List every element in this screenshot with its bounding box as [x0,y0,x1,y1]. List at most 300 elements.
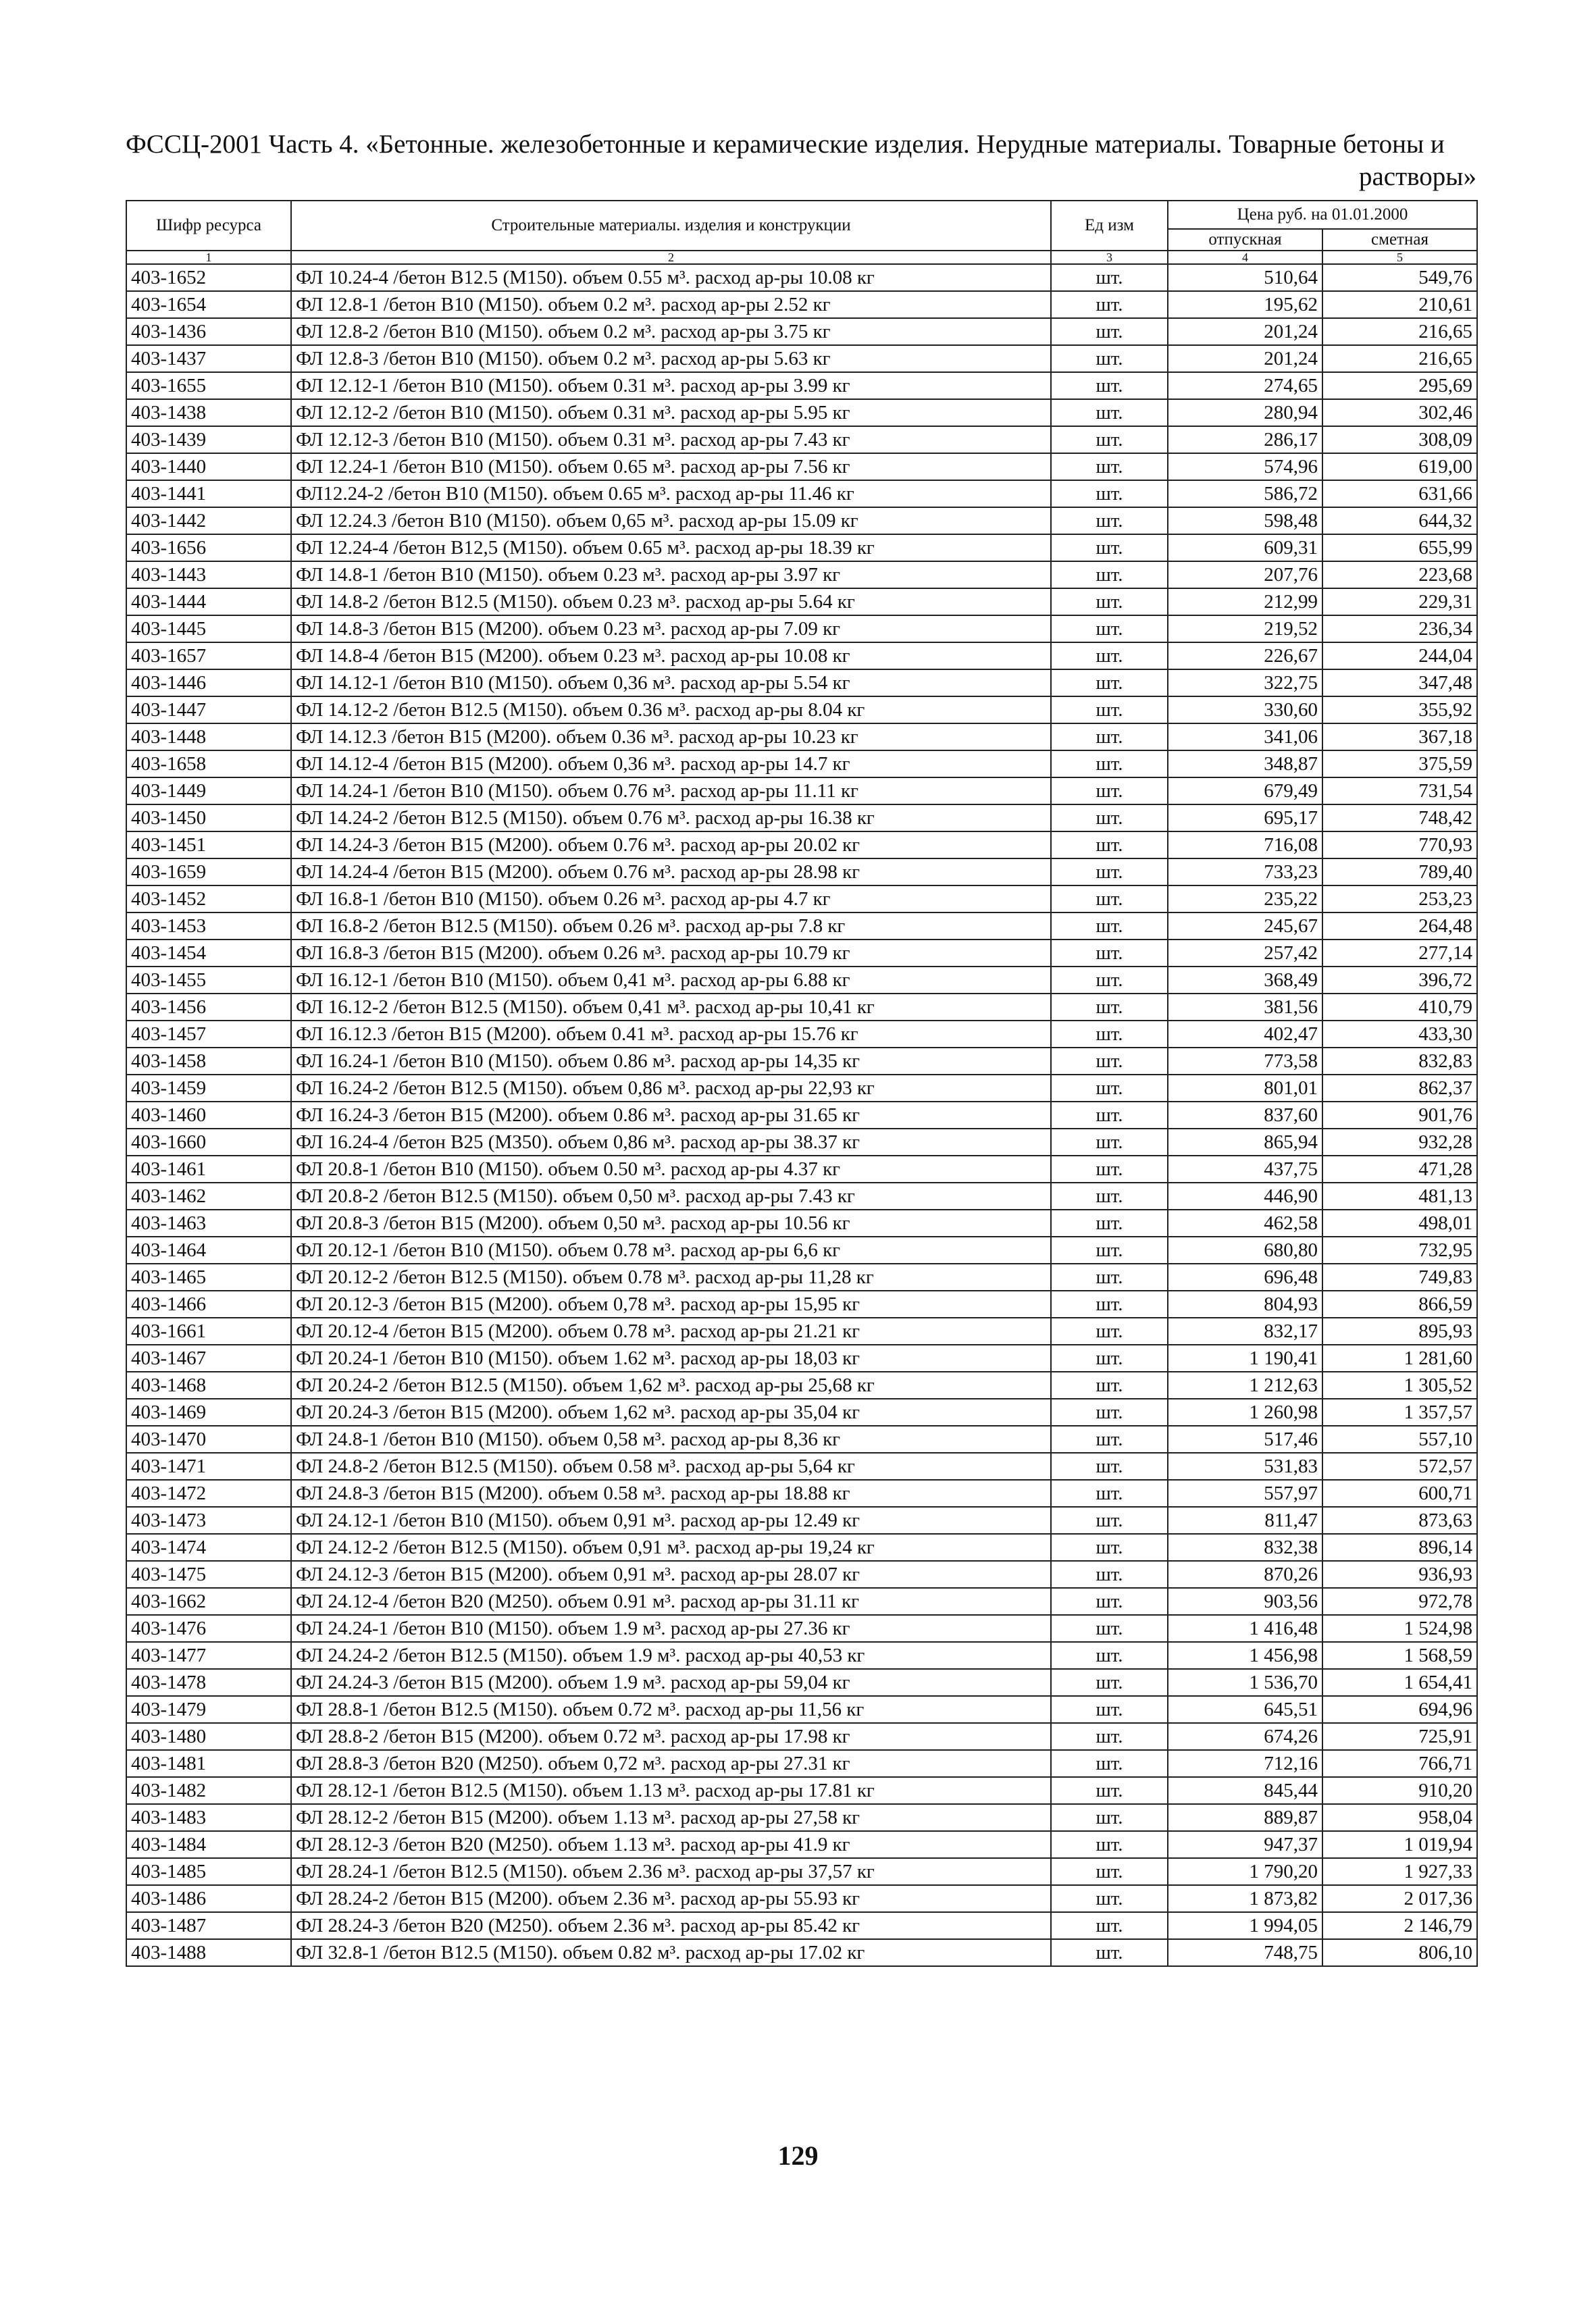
estimate-price-cell: 498,01 [1322,1210,1477,1237]
resource-code-cell: 403-1473 [126,1507,291,1534]
resource-code-cell: 403-1657 [126,642,291,669]
resource-code-cell: 403-1468 [126,1372,291,1399]
estimate-price-cell: 308,09 [1322,426,1477,453]
resource-code-cell: 403-1453 [126,912,291,940]
resource-code-cell: 403-1486 [126,1885,291,1912]
material-name-cell: ФЛ 14.24-3 /бетон В15 (М200). объем 0.76 м³. расход ар-ры 20.02 кг [291,831,1051,858]
estimate-price-cell: 731,54 [1322,777,1477,804]
resource-code-cell: 403-1446 [126,669,291,696]
unit-cell: шт. [1051,507,1168,534]
estimate-price-cell: 1 357,57 [1322,1399,1477,1426]
unit-cell: шт. [1051,1750,1168,1777]
unit-cell: шт. [1051,615,1168,642]
release-price-cell: 1 790,20 [1168,1858,1322,1885]
material-name-cell: ФЛ 20.24-3 /бетон В15 (М200). объем 1,62 м³. расход ар-ры 35,04 кг [291,1399,1051,1426]
release-price-cell: 865,94 [1168,1129,1322,1156]
unit-cell: шт. [1051,1696,1168,1723]
table-row [126,1264,1477,1291]
table-row [126,615,1477,642]
resource-code-cell: 403-1485 [126,1858,291,1885]
estimate-price-cell: 347,48 [1322,669,1477,696]
table-row [126,1939,1477,1966]
release-price-cell: 773,58 [1168,1048,1322,1075]
material-name-cell: ФЛ 14.12-4 /бетон В15 (М200). объем 0,36 м³. расход ар-ры 14.7 кг [291,750,1051,777]
estimate-price-cell: 806,10 [1322,1939,1477,1966]
unit-cell: шт. [1051,1615,1168,1642]
table-header-row [126,201,1477,229]
resource-code-cell: 403-1466 [126,1291,291,1318]
table-row [126,426,1477,453]
material-name-cell: ФЛ 20.24-1 /бетон В10 (М150). объем 1.62 м³. расход ар-ры 18,03 кг [291,1345,1051,1372]
estimate-price-cell: 832,83 [1322,1048,1477,1075]
release-price-cell: 811,47 [1168,1507,1322,1534]
estimate-price-cell: 295,69 [1322,372,1477,399]
release-price-cell: 201,24 [1168,318,1322,345]
material-name-cell: ФЛ 20.12-1 /бетон В10 (М150). объем 0.78 м³. расход ар-ры 6,6 кг [291,1237,1051,1264]
table-row [126,399,1477,426]
material-name-cell: ФЛ12.24-2 /бетон В10 (М150). объем 0.65 м³. расход ар-ры 11.46 кг [291,480,1051,507]
release-price-cell: 903,56 [1168,1588,1322,1615]
resource-code-cell: 403-1447 [126,696,291,723]
estimate-price-cell: 631,66 [1322,480,1477,507]
estimate-price-cell: 253,23 [1322,885,1477,912]
unit-cell: шт. [1051,1075,1168,1102]
release-price-cell: 341,06 [1168,723,1322,750]
release-price-cell: 1 536,70 [1168,1669,1322,1696]
material-name-cell: ФЛ 12.8-3 /бетон В10 (М150). объем 0.2 м³. расход ар-ры 5.63 кг [291,345,1051,372]
unit-cell: шт. [1051,372,1168,399]
release-price-cell: 462,58 [1168,1210,1322,1237]
estimate-price-cell: 644,32 [1322,507,1477,534]
material-name-cell: ФЛ 28.8-2 /бетон В15 (М200). объем 0.72 м³. расход ар-ры 17.98 кг [291,1723,1051,1750]
unit-cell: шт. [1051,480,1168,507]
estimate-price-cell: 732,95 [1322,1237,1477,1264]
release-price-cell: 695,17 [1168,804,1322,831]
release-price-cell: 446,90 [1168,1183,1322,1210]
table-row [126,534,1477,561]
release-price-cell: 574,96 [1168,453,1322,480]
resource-code-cell: 403-1458 [126,1048,291,1075]
resource-code-cell: 403-1438 [126,399,291,426]
release-price-cell: 748,75 [1168,1939,1322,1966]
material-name-cell: ФЛ 14.8-3 /бетон В15 (М200). объем 0.23 м³. расход ар-ры 7.09 кг [291,615,1051,642]
release-price-cell: 257,42 [1168,940,1322,967]
table-row [126,750,1477,777]
material-name-cell: ФЛ 16.8-1 /бетон В10 (М150). объем 0.26 м³. расход ар-ры 4.7 кг [291,885,1051,912]
column-number: 4 [1168,251,1322,264]
unit-cell: шт. [1051,1858,1168,1885]
material-name-cell: ФЛ 24.12-1 /бетон В10 (М150). объем 0,91 м³. расход ар-ры 12.49 кг [291,1507,1051,1534]
resource-code-cell: 403-1656 [126,534,291,561]
unit-cell: шт. [1051,1480,1168,1507]
table-row [126,588,1477,615]
release-price-cell: 586,72 [1168,480,1322,507]
material-name-cell: ФЛ 28.8-1 /бетон В12.5 (М150). объем 0.72 м³. расход ар-ры 11,56 кг [291,1696,1051,1723]
material-name-cell: ФЛ 20.8-1 /бетон В10 (М150). объем 0.50 м³. расход ар-ры 4.37 кг [291,1156,1051,1183]
release-price-cell: 207,76 [1168,561,1322,588]
material-name-cell: ФЛ 16.24-4 /бетон В25 (М350). объем 0,86 м³. расход ар-ры 38.37 кг [291,1129,1051,1156]
document-title-line2: растворы» [1358,162,1476,191]
material-name-cell: ФЛ 20.12-3 /бетон В15 (М200). объем 0,78 м³. расход ар-ры 15,95 кг [291,1291,1051,1318]
resource-code-cell: 403-1488 [126,1939,291,1966]
estimate-price-cell: 1 524,98 [1322,1615,1477,1642]
table-row [126,372,1477,399]
estimate-price-cell: 433,30 [1322,1021,1477,1048]
release-price-cell: 837,60 [1168,1102,1322,1129]
estimate-price-cell: 229,31 [1322,588,1477,615]
unit-cell: шт. [1051,1534,1168,1561]
release-price-cell: 274,65 [1168,372,1322,399]
release-price-cell: 696,48 [1168,1264,1322,1291]
estimate-price-cell: 236,34 [1322,615,1477,642]
table-row [126,507,1477,534]
material-name-cell: ФЛ 20.12-4 /бетон В15 (М200). объем 0.78 м³. расход ар-ры 21.21 кг [291,1318,1051,1345]
resource-code-cell: 403-1462 [126,1183,291,1210]
material-name-cell: ФЛ 24.8-2 /бетон В12.5 (М150). объем 0.58 м³. расход ар-ры 5,64 кг [291,1453,1051,1480]
table-row [126,1831,1477,1858]
material-name-cell: ФЛ 14.24-4 /бетон В15 (М200). объем 0.76 м³. расход ар-ры 28.98 кг [291,858,1051,885]
resource-code-cell: 403-1436 [126,318,291,345]
material-name-cell: ФЛ 20.12-2 /бетон В12.5 (М150). объем 0.78 м³. расход ар-ры 11,28 кг [291,1264,1051,1291]
release-price-cell: 219,52 [1168,615,1322,642]
estimate-price-cell: 216,65 [1322,345,1477,372]
release-price-cell: 245,67 [1168,912,1322,940]
table-row [126,1669,1477,1696]
release-price-cell: 679,49 [1168,777,1322,804]
estimate-price-cell: 355,92 [1322,696,1477,723]
unit-cell: шт. [1051,534,1168,561]
material-name-cell: ФЛ 14.8-2 /бетон В12.5 (М150). объем 0.23 м³. расход ар-ры 5.64 кг [291,588,1051,615]
resource-code-cell: 403-1467 [126,1345,291,1372]
unit-cell: шт. [1051,1237,1168,1264]
estimate-price-cell: 1 019,94 [1322,1831,1477,1858]
resource-code-cell: 403-1655 [126,372,291,399]
release-price-cell: 947,37 [1168,1831,1322,1858]
page-number: 129 [777,2140,819,2171]
column-numbers-row [126,251,1477,264]
resource-code-cell: 403-1454 [126,940,291,967]
table-row [126,1183,1477,1210]
resource-code-cell: 403-1470 [126,1426,291,1453]
resource-code-cell: 403-1479 [126,1696,291,1723]
release-price-cell: 381,56 [1168,994,1322,1021]
resource-code-cell: 403-1455 [126,967,291,994]
price-table [126,200,1478,1967]
material-name-cell: ФЛ 24.12-2 /бетон В12.5 (М150). объем 0,91 м³. расход ар-ры 19,24 кг [291,1534,1051,1561]
unit-cell: шт. [1051,1642,1168,1669]
estimate-price-cell: 972,78 [1322,1588,1477,1615]
estimate-price-cell: 210,61 [1322,291,1477,318]
material-name-cell: ФЛ 16.24-2 /бетон В12.5 (М150). объем 0,86 м³. расход ар-ры 22,93 кг [291,1075,1051,1102]
material-name-cell: ФЛ 16.24-3 /бетон В15 (М200). объем 0.86 м³. расход ар-ры 31.65 кг [291,1102,1051,1129]
release-price-cell: 235,22 [1168,885,1322,912]
estimate-price-cell: 619,00 [1322,453,1477,480]
estimate-price-cell: 223,68 [1322,561,1477,588]
page-header [126,128,1476,193]
release-price-cell: 716,08 [1168,831,1322,858]
unit-cell: шт. [1051,750,1168,777]
table-row [126,291,1477,318]
table-row [126,1912,1477,1939]
material-name-cell: ФЛ 12.8-1 /бетон В10 (М150). объем 0.2 м³. расход ар-ры 2.52 кг [291,291,1051,318]
table-row [126,1777,1477,1804]
material-name-cell: ФЛ 12.24-4 /бетон В12,5 (М150). объем 0.65 м³. расход ар-ры 18.39 кг [291,534,1051,561]
table-row [126,831,1477,858]
unit-cell: шт. [1051,1507,1168,1534]
resource-code-cell: 403-1451 [126,831,291,858]
release-price-cell: 402,47 [1168,1021,1322,1048]
unit-cell: шт. [1051,696,1168,723]
unit-cell: шт. [1051,1912,1168,1939]
table-row [126,1291,1477,1318]
material-name-cell: ФЛ 16.24-1 /бетон В10 (М150). объем 0.86 м³. расход ар-ры 14,35 кг [291,1048,1051,1075]
unit-cell: шт. [1051,912,1168,940]
table-row [126,1156,1477,1183]
table-row [126,696,1477,723]
release-price-cell: 1 456,98 [1168,1642,1322,1669]
material-name-cell: ФЛ 16.12.3 /бетон В15 (М200). объем 0.41 м³. расход ар-ры 15.76 кг [291,1021,1051,1048]
unit-cell: шт. [1051,1777,1168,1804]
unit-cell: шт. [1051,588,1168,615]
table-row [126,1615,1477,1642]
unit-cell: шт. [1051,453,1168,480]
release-price-cell: 517,46 [1168,1426,1322,1453]
resource-code-cell: 403-1654 [126,291,291,318]
estimate-price-cell: 302,46 [1322,399,1477,426]
table-row [126,1642,1477,1669]
estimate-price-cell: 367,18 [1322,723,1477,750]
unit-cell: шт. [1051,1318,1168,1345]
table-row [126,1345,1477,1372]
release-price-cell: 1 416,48 [1168,1615,1322,1642]
table-row [126,940,1477,967]
table-row [126,1453,1477,1480]
estimate-price-cell: 410,79 [1322,994,1477,1021]
material-name-cell: ФЛ 14.24-2 /бетон В12.5 (М150). объем 0.76 м³. расход ар-ры 16.38 кг [291,804,1051,831]
release-price-cell: 674,26 [1168,1723,1322,1750]
release-price-cell: 801,01 [1168,1075,1322,1102]
estimate-price-cell: 549,76 [1322,264,1477,291]
table-row [126,1399,1477,1426]
material-name-cell: ФЛ 24.12-3 /бетон В15 (М200). объем 0,91 м³. расход ар-ры 28.07 кг [291,1561,1051,1588]
release-price-cell: 804,93 [1168,1291,1322,1318]
table-row [126,453,1477,480]
table-row [126,1318,1477,1345]
material-name-cell: ФЛ 12.8-2 /бетон В10 (М150). объем 0.2 м³. расход ар-ры 3.75 кг [291,318,1051,345]
unit-cell: шт. [1051,1156,1168,1183]
material-name-cell: ФЛ 28.12-1 /бетон В12.5 (М150). объем 1.13 м³. расход ар-ры 17.81 кг [291,1777,1051,1804]
table-row [126,1885,1477,1912]
resource-code-cell: 403-1652 [126,264,291,291]
resource-code-cell: 403-1482 [126,1777,291,1804]
table-row [126,345,1477,372]
table-row [126,1237,1477,1264]
unit-cell: шт. [1051,264,1168,291]
resource-code-cell: 403-1457 [126,1021,291,1048]
resource-code-cell: 403-1459 [126,1075,291,1102]
unit-cell: шт. [1051,1588,1168,1615]
table-row [126,1075,1477,1102]
resource-code-cell: 403-1441 [126,480,291,507]
material-name-cell: ФЛ 20.24-2 /бетон В12.5 (М150). объем 1,62 м³. расход ар-ры 25,68 кг [291,1372,1051,1399]
table-row [126,912,1477,940]
table-row [126,1804,1477,1831]
resource-code-cell: 403-1450 [126,804,291,831]
table-row [126,1102,1477,1129]
header-estimate-price: сметная [1322,229,1477,251]
resource-code-cell: 403-1449 [126,777,291,804]
header-code: Шифр ресурса [126,201,291,251]
unit-cell: шт. [1051,1669,1168,1696]
table-row [126,858,1477,885]
resource-code-cell: 403-1480 [126,1723,291,1750]
table-row [126,723,1477,750]
release-price-cell: 680,80 [1168,1237,1322,1264]
column-number: 3 [1051,251,1168,264]
material-name-cell: ФЛ 20.8-3 /бетон В15 (М200). объем 0,50 м³. расход ар-ры 10.56 кг [291,1210,1051,1237]
material-name-cell: ФЛ 20.8-2 /бетон В12.5 (М150). объем 0,50 м³. расход ар-ры 7.43 кг [291,1183,1051,1210]
material-name-cell: ФЛ 24.24-1 /бетон В10 (М150). объем 1.9 м³. расход ар-ры 27.36 кг [291,1615,1051,1642]
resource-code-cell: 403-1477 [126,1642,291,1669]
resource-code-cell: 403-1483 [126,1804,291,1831]
release-price-cell: 322,75 [1168,669,1322,696]
estimate-price-cell: 264,48 [1322,912,1477,940]
estimate-price-cell: 1 568,59 [1322,1642,1477,1669]
material-name-cell: ФЛ 10.24-4 /бетон В12.5 (М150). объем 0.55 м³. расход ар-ры 10.08 кг [291,264,1051,291]
column-number: 5 [1322,251,1477,264]
estimate-price-cell: 873,63 [1322,1507,1477,1534]
estimate-price-cell: 694,96 [1322,1696,1477,1723]
table-row [126,1534,1477,1561]
material-name-cell: ФЛ 12.24-1 /бетон В10 (М150). объем 0.65 м³. расход ар-ры 7.56 кг [291,453,1051,480]
estimate-price-cell: 958,04 [1322,1804,1477,1831]
estimate-price-cell: 789,40 [1322,858,1477,885]
table-body [126,264,1477,1966]
resource-code-cell: 403-1475 [126,1561,291,1588]
table-row [126,480,1477,507]
table-row [126,1561,1477,1588]
release-price-cell: 286,17 [1168,426,1322,453]
resource-code-cell: 403-1448 [126,723,291,750]
estimate-price-cell: 748,42 [1322,804,1477,831]
resource-code-cell: 403-1463 [126,1210,291,1237]
unit-cell: шт. [1051,858,1168,885]
unit-cell: шт. [1051,291,1168,318]
material-name-cell: ФЛ 24.12-4 /бетон В20 (М250). объем 0.91 м³. расход ар-ры 31.11 кг [291,1588,1051,1615]
resource-code-cell: 403-1471 [126,1453,291,1480]
estimate-price-cell: 481,13 [1322,1183,1477,1210]
resource-code-cell: 403-1445 [126,615,291,642]
resource-code-cell: 403-1442 [126,507,291,534]
resource-code-cell: 403-1472 [126,1480,291,1507]
estimate-price-cell: 896,14 [1322,1534,1477,1561]
resource-code-cell: 403-1487 [126,1912,291,1939]
table-row [126,1048,1477,1075]
unit-cell: шт. [1051,669,1168,696]
unit-cell: шт. [1051,1048,1168,1075]
unit-cell: шт. [1051,318,1168,345]
resource-code-cell: 403-1661 [126,1318,291,1345]
estimate-price-cell: 2 017,36 [1322,1885,1477,1912]
estimate-price-cell: 375,59 [1322,750,1477,777]
material-name-cell: ФЛ 14.12-1 /бетон В10 (М150). объем 0,36 м³. расход ар-ры 5.54 кг [291,669,1051,696]
document-title-line1: ФССЦ-2001 Часть 4. «Бетонные. железобетонные и керамические изделия. Нерудные материалы. Товарные бетоны и [126,130,1445,159]
estimate-price-cell: 1 281,60 [1322,1345,1477,1372]
unit-cell: шт. [1051,345,1168,372]
release-price-cell: 1 873,82 [1168,1885,1322,1912]
release-price-cell: 195,62 [1168,291,1322,318]
material-name-cell: ФЛ 28.12-2 /бетон В15 (М200). объем 1.13 м³. расход ар-ры 27,58 кг [291,1804,1051,1831]
resource-code-cell: 403-1659 [126,858,291,885]
unit-cell: шт. [1051,1939,1168,1966]
estimate-price-cell: 932,28 [1322,1129,1477,1156]
release-price-cell: 609,31 [1168,534,1322,561]
table-row [126,994,1477,1021]
unit-cell: шт. [1051,1102,1168,1129]
unit-cell: шт. [1051,1561,1168,1588]
resource-code-cell: 403-1439 [126,426,291,453]
table-row [126,642,1477,669]
table-row [126,264,1477,291]
unit-cell: шт. [1051,1831,1168,1858]
release-price-cell: 832,38 [1168,1534,1322,1561]
release-price-cell: 330,60 [1168,696,1322,723]
unit-cell: шт. [1051,399,1168,426]
estimate-price-cell: 1 927,33 [1322,1858,1477,1885]
release-price-cell: 733,23 [1168,858,1322,885]
unit-cell: шт. [1051,940,1168,967]
material-name-cell: ФЛ 28.24-3 /бетон В20 (М250). объем 2.36 м³. расход ар-ры 85.42 кг [291,1912,1051,1939]
estimate-price-cell: 572,57 [1322,1453,1477,1480]
release-price-cell: 557,97 [1168,1480,1322,1507]
table-row [126,561,1477,588]
unit-cell: шт. [1051,1129,1168,1156]
release-price-cell: 368,49 [1168,967,1322,994]
resource-code-cell: 403-1465 [126,1264,291,1291]
resource-code-cell: 403-1464 [126,1237,291,1264]
estimate-price-cell: 936,93 [1322,1561,1477,1588]
estimate-price-cell: 725,91 [1322,1723,1477,1750]
release-price-cell: 531,83 [1168,1453,1322,1480]
material-name-cell: ФЛ 32.8-1 /бетон В12.5 (М150). объем 0.82 м³. расход ар-ры 17.02 кг [291,1939,1051,1966]
material-name-cell: ФЛ 12.12-3 /бетон В10 (М150). объем 0.31 м³. расход ар-ры 7.43 кг [291,426,1051,453]
release-price-cell: 1 190,41 [1168,1345,1322,1372]
material-name-cell: ФЛ 12.24.3 /бетон В10 (М150). объем 0,65 м³. расход ар-ры 15.09 кг [291,507,1051,534]
resource-code-cell: 403-1476 [126,1615,291,1642]
unit-cell: шт. [1051,1453,1168,1480]
resource-code-cell: 403-1478 [126,1669,291,1696]
resource-code-cell: 403-1452 [126,885,291,912]
estimate-price-cell: 749,83 [1322,1264,1477,1291]
release-price-cell: 1 260,98 [1168,1399,1322,1426]
release-price-cell: 712,16 [1168,1750,1322,1777]
material-name-cell: ФЛ 24.24-2 /бетон В12.5 (М150). объем 1.9 м³. расход ар-ры 40,53 кг [291,1642,1051,1669]
resource-code-cell: 403-1460 [126,1102,291,1129]
unit-cell: шт. [1051,642,1168,669]
unit-cell: шт. [1051,1885,1168,1912]
material-name-cell: ФЛ 16.8-2 /бетон В12.5 (М150). объем 0.26 м³. расход ар-ры 7.8 кг [291,912,1051,940]
unit-cell: шт. [1051,1264,1168,1291]
unit-cell: шт. [1051,777,1168,804]
material-name-cell: ФЛ 16.8-3 /бетон В15 (М200). объем 0.26 м³. расход ар-ры 10.79 кг [291,940,1051,967]
table-row [126,804,1477,831]
estimate-price-cell: 600,71 [1322,1480,1477,1507]
release-price-cell: 437,75 [1168,1156,1322,1183]
resource-code-cell: 403-1662 [126,1588,291,1615]
estimate-price-cell: 862,37 [1322,1075,1477,1102]
estimate-price-cell: 770,93 [1322,831,1477,858]
table-row [126,669,1477,696]
